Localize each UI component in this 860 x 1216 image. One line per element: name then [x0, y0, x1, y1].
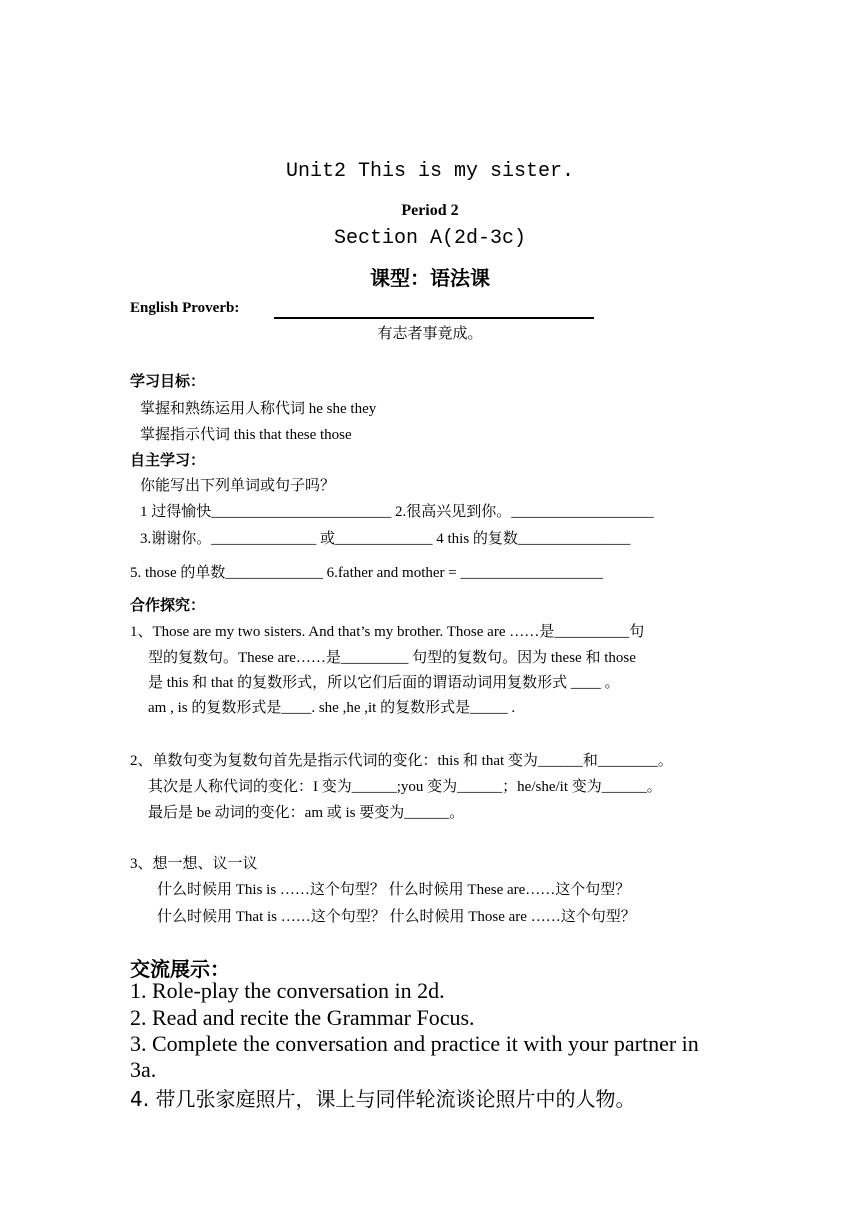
self-study-heading: 自主学习： — [130, 451, 206, 469]
lesson-type: 课型：语法课 — [370, 266, 490, 290]
cooperation-q2-line: 最后是 be 动词的变化：am 或 is 要变为______。 — [148, 805, 465, 821]
self-study-line: 1 过得愉快________________________ 2.很高兴见到你。___________________ — [140, 504, 654, 520]
presentation-item: 1. Role-play the conversation in 2d. — [130, 978, 445, 1003]
cooperation-q1-line: 型的复数句。These are……是_________ 句型的复数句。因为 these 和 those — [148, 650, 636, 666]
cooperation-heading: 合作探究： — [130, 596, 206, 614]
cooperation-q3-line: 什么时候用 That is ……这个句型？ 什么时候用 Those are ……这个句型？ — [157, 909, 636, 925]
self-study-line: 5. those 的单数_____________ 6.father and mother = ___________________ — [130, 565, 603, 581]
presentation-item: 4. 带几张家庭照片，课上与同伴轮流谈论照片中的人物。 — [130, 1087, 636, 1111]
period-label: Period 2 — [401, 202, 459, 219]
section-label: Section A(2d-3c) — [333, 227, 527, 250]
proverb-chinese: 有志者事竟成。 — [377, 324, 483, 342]
objectives-heading: 学习目标： — [130, 372, 206, 390]
proverb-blank — [274, 317, 594, 319]
presentation-item: 3. Complete the conversation and practice it with your partner in — [130, 1031, 699, 1056]
cooperation-q3-line: 什么时候用 This is ……这个句型？ 什么时候用 These are……这个句型？ — [157, 882, 631, 898]
presentation-item: 3a. — [130, 1057, 157, 1082]
page-title: Unit2 This is my sister. — [285, 160, 575, 183]
objective-item: 掌握和熟练运用人称代词 he she they — [140, 401, 377, 417]
objective-item: 掌握指示代词 this that these those — [140, 427, 352, 443]
presentation-heading: 交流展示： — [130, 957, 230, 981]
cooperation-q2-line: 2、单数句变为复数句首先是指示代词的变化：this 和 that 变为______和________。 — [130, 753, 673, 769]
self-study-line: 3.谢谢你。______________ 或_____________ 4 this 的复数_______________ — [140, 531, 631, 547]
cooperation-q2-line: 其次是人称代词的变化：I 变为______;you 变为______；he/she/it 变为______。 — [148, 779, 662, 795]
cooperation-q3-line: 3、想一想、议一议 — [130, 856, 258, 872]
cooperation-q1-line: 是 this 和 that 的复数形式，所以它们后面的谓语动词用复数形式 ____ 。 — [148, 675, 620, 691]
self-study-prompt: 你能写出下列单词或句子吗？ — [140, 478, 336, 494]
proverb-label: English Proverb: — [130, 300, 240, 316]
cooperation-q1-line: 1、Those are my two sisters. And that’s my brother. Those are ……是__________句 — [130, 624, 645, 640]
cooperation-q1-line: am , is 的复数形式是____. she ,he ,it 的复数形式是_____ . — [148, 700, 516, 716]
presentation-item: 2. Read and recite the Grammar Focus. — [130, 1005, 475, 1030]
